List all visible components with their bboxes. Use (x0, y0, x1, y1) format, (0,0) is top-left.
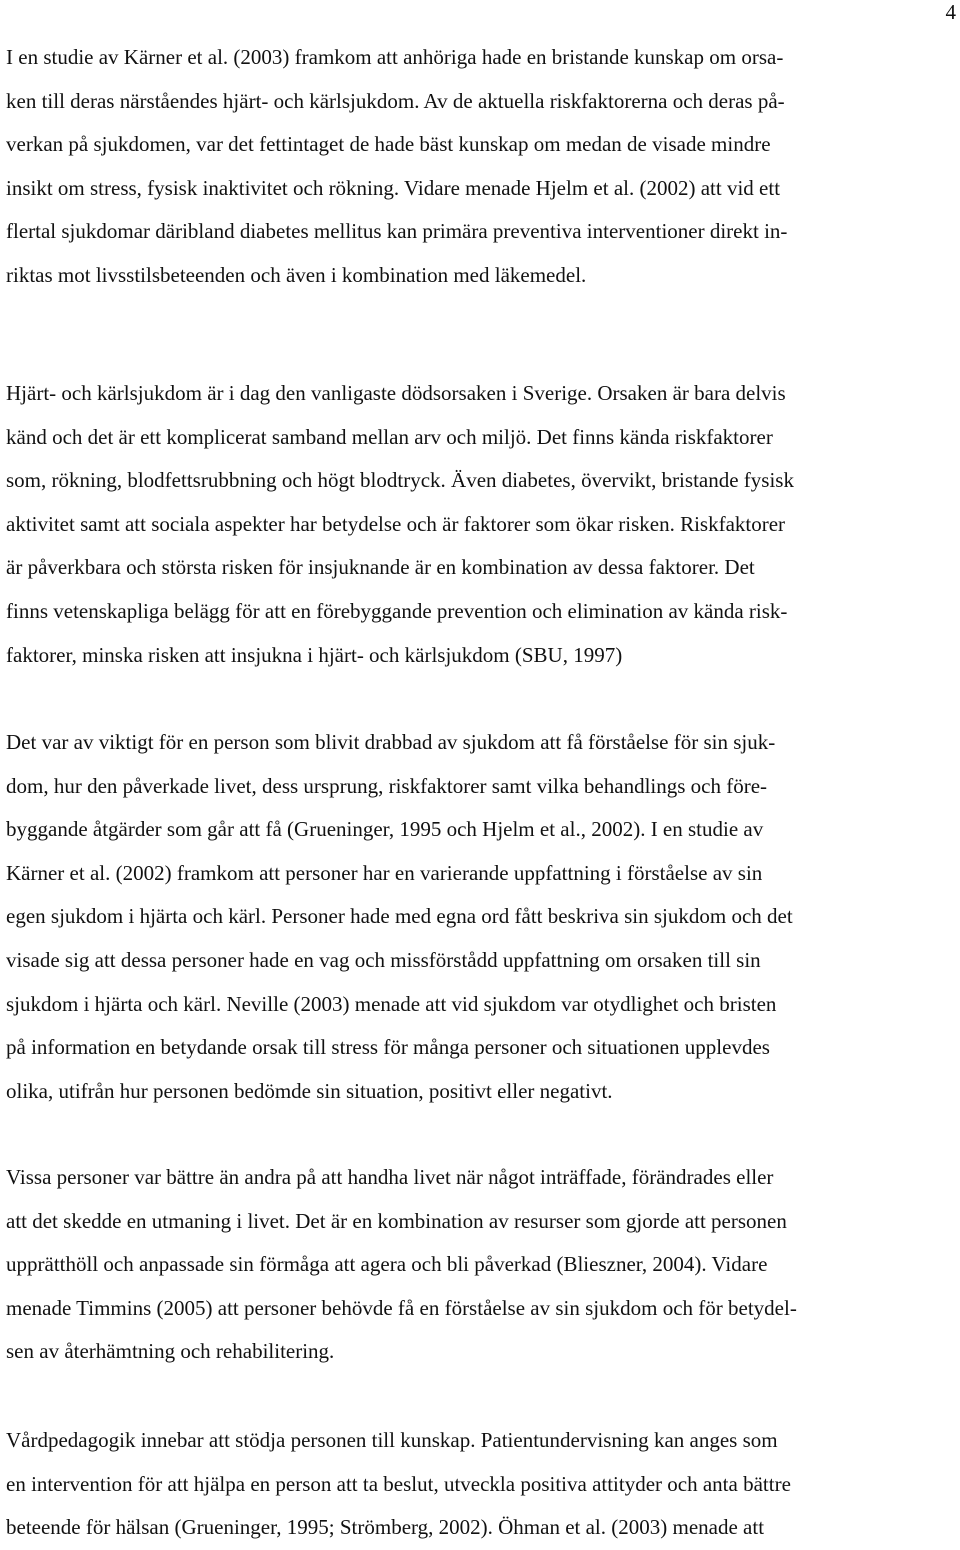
text-line: egen sjukdom i hjärta och kärl. Personer hade med egna ord fått beskriva sin sjukdom och det (6, 904, 793, 929)
text-line: på information en betydande orsak till stress för många personer och situationen upplevdes (6, 1035, 770, 1060)
paragraph-1 (6, 36, 787, 298)
text-line: upprätthöll och anpassade sin förmåga att agera och bli påverkad (Blieszner, 2004). Vidare (6, 1252, 768, 1277)
text-line: dom, hur den påverkade livet, dess ursprung, riskfaktorer samt vilka behandlings och före- (6, 773, 768, 798)
text-line: byggande åtgärder som går att få (Grueninger, 1995 och Hjelm et al., 2002). I en studie av (6, 817, 764, 842)
text-line: menade Timmins (2005) att personer behövde få en förståelse av sin sjukdom och för betydel- (6, 1295, 797, 1320)
paragraph-2 (6, 372, 794, 677)
paragraph-3 (6, 721, 793, 1113)
paragraph-5 (6, 1419, 791, 1550)
text-line: känd och det är ett komplicerat samband mellan arv och miljö. Det finns kända riskfaktorer (6, 424, 773, 449)
text-line: I en studie av Kärner et al. (2003) framkom att anhöriga hade en bristande kunskap om orsa- (6, 45, 784, 69)
text-line: olika, utifrån hur personen bedömde sin situation, positivt eller negativt. (6, 1078, 613, 1103)
text-line: finns vetenskapliga belägg för att en förebyggande prevention och elimination av kända risk- (6, 598, 788, 623)
text-line: beteende för hälsan (Grueninger, 1995; Strömberg, 2002). Öhman et al. (2003) menade att (6, 1515, 765, 1540)
page-number: 4 (945, 0, 956, 24)
text-line: som, rökning, blodfettsrubbning och högt blodtryck. Även diabetes, övervikt, bristande fysisk (6, 468, 794, 493)
text-line: ken till deras närståendes hjärt- och kärlsjukdom. Av de aktuella riskfaktorerna och deras på- (6, 88, 785, 113)
text-line: visade sig att dessa personer hade en vag och missförstådd uppfattning om orsaken till sin (6, 947, 761, 972)
text-line: Det var av viktigt för en person som blivit drabbad av sjukdom att få förståelse för sin sjuk- (6, 730, 776, 754)
text-line: riktas mot livsstilsbeteenden och även i kombination med läkemedel. (6, 262, 587, 287)
text-line: att det skedde en utmaning i livet. Det är en kombination av resurser som gjorde att personen (6, 1208, 787, 1233)
text-line: flertal sjukdomar däribland diabetes mellitus kan primära preventiva interventioner direkt in- (6, 219, 788, 244)
text-line: Kärner et al. (2002) framkom att personer har en varierande uppfattning i förståelse av sin (6, 860, 763, 885)
text-line: Hjärt- och kärlsjukdom är i dag den vanligaste dödsorsaken i Sverige. Orsaken är bara delvis (6, 381, 786, 405)
text-line: faktorer, minska risken att insjukna i hjärt- och kärlsjukdom (SBU, 1997) (6, 642, 623, 667)
text-line: Vissa personer var bättre än andra på att handha livet när något inträffade, förändrades eller (6, 1165, 774, 1189)
text-line: sjukdom i hjärta och kärl. Neville (2003) menade att vid sjukdom var otydlighet och bristen (6, 991, 777, 1016)
text-line: insikt om stress, fysisk inaktivitet och rökning. Vidare menade Hjelm et al. (2002) att vid ett (6, 175, 781, 200)
text-line: aktivitet samt att sociala aspekter har betydelse och är faktorer som ökar risken. Riskfaktorer (6, 511, 786, 536)
text-line: sen av återhämtning och rehabilitering. (6, 1339, 335, 1364)
text-line: Vårdpedagogik innebar att stödja personen till kunskap. Patientundervisning kan anges som (6, 1428, 778, 1452)
text-line: verkan på sjukdomen, var det fettintaget de hade bäst kunskap om medan de visade mindre (6, 132, 771, 157)
text-line: är påverkbara och största risken för insjuknande är en kombination av dessa faktorer. Det (6, 555, 755, 580)
paragraph-4 (6, 1156, 797, 1374)
text-line: en intervention för att hjälpa en person att ta beslut, utveckla positiva attityder och anta bättre (6, 1471, 791, 1496)
